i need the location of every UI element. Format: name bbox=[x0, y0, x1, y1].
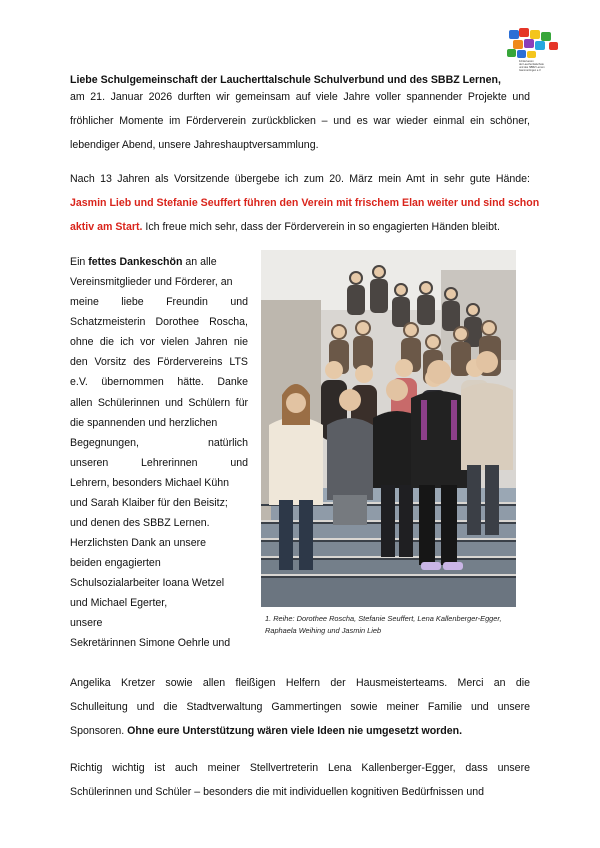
logo-text: Förderverein der Laucherttalschule und des SBBZ Lernen Gammertingen e.V. bbox=[519, 60, 545, 72]
handover-rest-text: Ich freue mich sehr, dass der Förderverein in so engagierten Händen bleibt. bbox=[142, 221, 500, 233]
thanks-line: unsere bbox=[70, 617, 103, 629]
thanks-line: meine liebe Freundin und bbox=[70, 296, 248, 308]
thanks-line: und denen des SBBZ Lernen. bbox=[70, 517, 210, 529]
body-line-1: Angelika Kretzer sowie allen fleißigen Helfern der Hausmeisterteams. Merci an die bbox=[70, 677, 530, 689]
thanks-line: Schulsozialarbeiter Ioana Wetzel bbox=[70, 577, 225, 589]
thanks-line: Schatzmeisterin Dorothee Roscha, bbox=[70, 316, 248, 328]
puzzle-icon bbox=[505, 26, 565, 62]
thanks-line: und Michael Egerter, bbox=[70, 597, 168, 609]
intro-line-1: am 21. Januar 2026 durften wir gemeinsam auf viele Jahre voller spannender Projekte und bbox=[70, 91, 530, 103]
closing-line-2: Schülerinnen und Schüler – besonders die mit individuellen kognitiven Bedürfnissen und bbox=[70, 786, 485, 798]
closing-line-1: Richtig wichtig ist auch meiner Stellvertreterin Lena Kallenberger-Egger, dass unsere bbox=[70, 762, 530, 774]
thanks-line-1: Ein fettes Dankeschön an alle bbox=[70, 256, 217, 268]
intro-line-2: fröhlicher Momente im Förderverein zurückblicken – und es war wieder einmal ein schöner, bbox=[70, 115, 530, 127]
thanks-line: e.V. übernommen hätte. Danke bbox=[70, 376, 248, 388]
sponsor-bold-text: Ohne eure Unterstützung wären viele Ideen nie umgesetzt worden. bbox=[127, 725, 463, 737]
thanks-line: ohne die ich vor vielen Jahren nie bbox=[70, 336, 248, 348]
handover-line-1: Nach 13 Jahren als Vorsitzende übergebe ich zum 20. März mein Amt in sehr gute Hände: bbox=[70, 173, 530, 185]
club-logo bbox=[505, 26, 565, 78]
thanks-line: und Sarah Klaiber für den Beisitz; bbox=[70, 497, 228, 509]
thanks-line: Sekretärinnen Simone Oehrle und bbox=[70, 637, 231, 649]
thanks-line: unseren Lehrerinnen und bbox=[70, 457, 248, 469]
thanks-line: Herzlichsten Dank an unsere bbox=[70, 537, 207, 549]
photo-caption: 1. Reihe: Dorothee Roscha, Stefanie Seuffert, Lena Kallenberger-Egger, Raphaela Weihing und Jasmin Lieb bbox=[265, 614, 502, 635]
thanks-line: Lehrern, besonders Michael Kühn bbox=[70, 477, 230, 489]
group-photo bbox=[261, 250, 516, 607]
thanks-bold: fettes Dankeschön bbox=[88, 256, 183, 268]
thanks-line: den Vorsitz des Fördervereins LTS bbox=[70, 356, 248, 368]
body-line-3: Sponsoren. Ohne eure Unterstützung wären viele Ideen nie umgesetzt worden. bbox=[70, 725, 463, 737]
thanks-line: Vereinsmitglieder und Förderer, an bbox=[70, 276, 233, 288]
thanks-line: beiden engagierten bbox=[70, 557, 161, 569]
thanks-line: allen Schülerinnen und Schülern für bbox=[70, 397, 248, 409]
handover-line-3 bbox=[70, 221, 500, 234]
thanks-line: Begegnungen, natürlich bbox=[70, 437, 248, 449]
handover-line-2: Jasmin Lieb und Stefanie Seuffert führen den Verein mit frischem Elan weiter und sind schon bbox=[70, 197, 540, 209]
greeting: Liebe Schulgemeinschaft der Laucherttalschule Schulverbund und des SBBZ Lernen, bbox=[70, 74, 501, 86]
handover-red-text: aktiv am Start. bbox=[70, 221, 143, 233]
body-line-2: Schulleitung und die Stadtverwaltung Gammertingen sowie meiner Familie und unsere bbox=[70, 701, 530, 713]
intro-line-3: lebendiger Abend, unsere Jahreshauptversammlung. bbox=[70, 139, 319, 151]
thanks-line: die spannenden und herzlichen bbox=[70, 417, 218, 429]
